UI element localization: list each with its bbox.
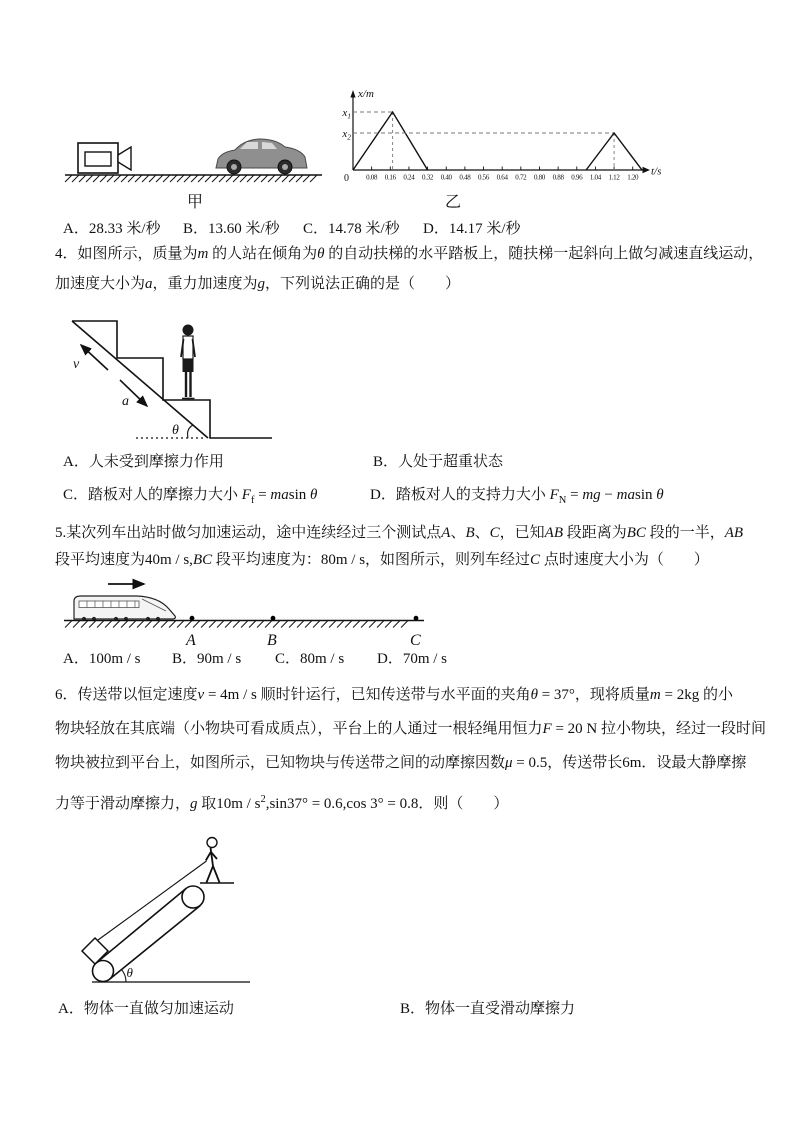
q4-option-b: B．人处于超重状态 xyxy=(373,454,504,470)
q4-text-line-2: 加速度大小为a，重力加速度为g，下列说法正确的是（ ） xyxy=(55,276,461,292)
theta-label: θ xyxy=(172,423,179,438)
q6-option-a: A．物体一直做匀加速运动 xyxy=(58,1001,234,1017)
figure-escalator xyxy=(58,306,283,451)
svg-text:0.96: 0.96 xyxy=(571,173,583,182)
escalator-steps xyxy=(72,321,272,438)
figure-yi-caption: 乙 xyxy=(444,194,461,211)
belt-upper-line xyxy=(96,889,186,963)
q5-option-d: D．70m / s xyxy=(377,651,448,667)
svg-text:1.12: 1.12 xyxy=(608,173,620,182)
q4-option-d: D．踏板对人的支持力大小 $F_N$ = mg − masin θ xyxy=(370,487,664,506)
svg-text:0.48: 0.48 xyxy=(459,173,471,182)
person-icon xyxy=(181,325,195,399)
chart-series xyxy=(353,112,642,170)
q6-text-line-2: 物块轻放在其底端（小物块可看成质点），平台上的人通过一根轻绳用恒力F = 20 N 拉小物块，经过一段时间 xyxy=(55,721,766,737)
y-axis-label: x/m xyxy=(358,88,374,100)
point-B-dot xyxy=(271,616,276,621)
point-A-label: A xyxy=(186,632,196,649)
theta-arc xyxy=(188,425,193,438)
svg-text:1.20: 1.20 xyxy=(627,173,639,182)
point-C-dot xyxy=(414,616,419,621)
figure-jia-caption: 甲 xyxy=(186,194,203,211)
q4-text-line-1: 4．如图所示，质量为m 的人站在倾角为θ 的自动扶梯的水平踏板上，随扶梯一起斜向上做匀减速直线运动， xyxy=(55,246,764,262)
y-axis-arrow xyxy=(350,90,355,98)
q3-option-d: D．14.17 米/秒 xyxy=(423,221,521,237)
svg-text:0.88: 0.88 xyxy=(552,173,564,182)
q6-text-line-1: 6．传送带以恒定速度v = 4m / s 顺时针运行，已知传送带与水平面的夹角θ = 37°，现将质量m = 2kg 的小 xyxy=(55,687,733,703)
svg-text:0.24: 0.24 xyxy=(403,173,415,182)
q5-option-a: A．100m / s xyxy=(63,651,141,667)
x-axis-arrow xyxy=(643,167,651,173)
svg-text:0.08: 0.08 xyxy=(366,173,378,182)
q6-text-line-3: 物块被拉到平台上，如图所示，已知物块与传送带之间的动摩擦因数μ = 0.5，传送带长6m．设最大静摩擦 xyxy=(55,755,747,771)
q3-option-c: C．14.78 米/秒 xyxy=(303,221,400,237)
q5-option-c: C．80m / s xyxy=(275,651,345,667)
point-A-dot xyxy=(190,616,195,621)
y-tick-label-x2: $x_2$ xyxy=(342,128,351,142)
figure-conveyor xyxy=(76,830,266,992)
q5-text-line-2: 段平均速度为40m / s,BC 段平均速度为：80m / s，如图所示，则列车经过C 点时速度大小为（ ） xyxy=(55,552,709,568)
camera-icon xyxy=(78,143,131,173)
velocity-label: v xyxy=(73,357,80,372)
theta-label: θ xyxy=(126,965,133,980)
ground-line xyxy=(65,175,322,182)
q4-option-a: A．人未受到摩擦力作用 xyxy=(63,454,224,470)
belt-lower-line xyxy=(110,906,201,980)
q3-option-a: A．28.33 米/秒 xyxy=(63,221,161,237)
x-axis-ticks xyxy=(366,167,639,182)
acceleration-label: a xyxy=(122,394,129,409)
point-B-label: B xyxy=(267,632,277,649)
theta-arc xyxy=(121,969,126,982)
person-icon xyxy=(206,838,220,883)
figure-train xyxy=(58,574,433,648)
svg-text:0.80: 0.80 xyxy=(533,173,546,182)
svg-text:0.40: 0.40 xyxy=(440,173,452,182)
track-line xyxy=(64,621,424,628)
q5-option-b: B．90m / s xyxy=(172,651,242,667)
q4-option-c: C．踏板对人的摩擦力大小 $F_f = masin$ θ xyxy=(63,487,318,506)
q6-text-line-4: 力等于滑动摩擦力，g 取$10m / s^2,\sin 37^\circ = 0.6,\cos$ 3° = 0.8．则（ ） xyxy=(55,794,509,812)
point-C-label: C xyxy=(410,632,421,649)
q5-text-line-1: 5.某次列车出站时做匀加速运动，途中连续经过三个测试点A、B、C，已知AB 段距离为BC 段的一半，AB xyxy=(55,525,744,541)
q3-option-b: B．13.60 米/秒 xyxy=(183,221,280,237)
train-icon xyxy=(74,596,175,621)
car-icon xyxy=(216,139,307,174)
origin-label: 0 xyxy=(344,173,349,184)
q6-option-b: B．物体一直受滑动摩擦力 xyxy=(400,1001,576,1017)
x-axis-label: t/s xyxy=(651,165,662,178)
y-tick-label-x1: $x_1$ xyxy=(342,107,351,121)
svg-text:0.32: 0.32 xyxy=(422,173,434,182)
svg-text:0.16: 0.16 xyxy=(384,173,396,182)
svg-text:0.64: 0.64 xyxy=(496,173,508,182)
figure-xt-graph xyxy=(340,88,750,188)
svg-text:1.04: 1.04 xyxy=(589,173,601,182)
figure-camera-car xyxy=(58,126,330,188)
svg-text:0.72: 0.72 xyxy=(515,173,527,182)
svg-text:0.56: 0.56 xyxy=(478,173,490,182)
